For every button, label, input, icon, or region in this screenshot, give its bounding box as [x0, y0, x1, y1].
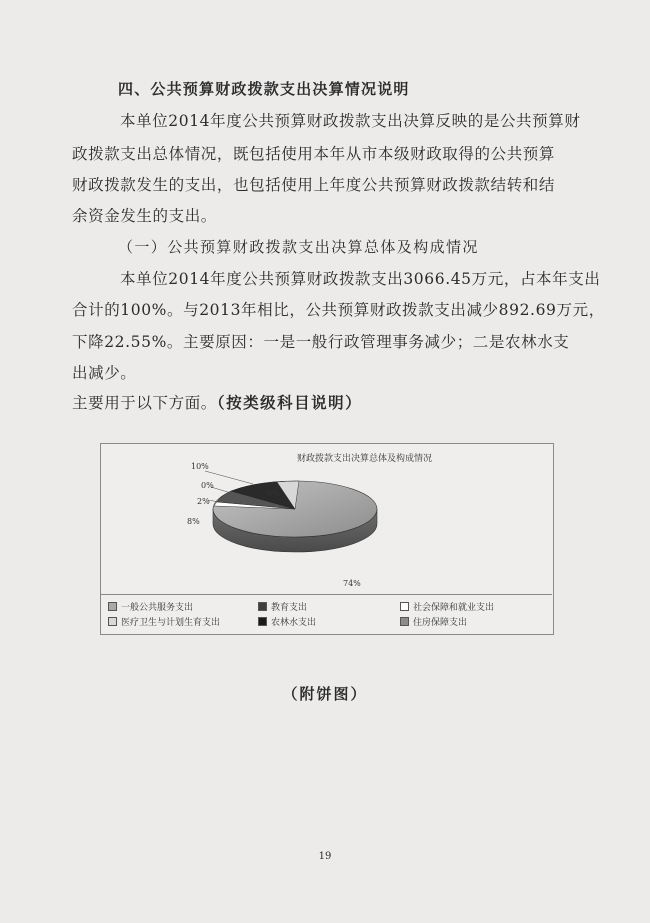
legend-swatch-1: [108, 602, 117, 611]
pie-svg: [101, 444, 553, 596]
chart-title: 财政拨款支出决算总体及构成情况: [297, 454, 433, 464]
para1-line4: 余资金发生的支出。: [72, 207, 217, 225]
para1-line2: 政拨款支出总体情况，既包括使用本年从市本级财政取得的公共预算: [72, 145, 556, 163]
label-0: 0%: [201, 481, 214, 490]
legend-item-1: 一般公共服务支出: [108, 600, 193, 613]
label-10: 10%: [191, 462, 209, 471]
legend-swatch-2: [258, 602, 267, 611]
legend-swatch-3: [400, 602, 409, 611]
legend-item-2: 教育支出: [258, 600, 307, 613]
label-74: 74%: [343, 579, 361, 588]
legend-swatch-6: [400, 617, 409, 626]
para1-line3: 财政拨款发生的支出，也包括使用上年度公共预算财政拨款结转和结: [72, 176, 556, 194]
legend-item-5: 农林水支出: [258, 615, 316, 628]
legend-item-6: 住房保障支出: [400, 615, 467, 628]
para2-line3: 下降22.55%。主要原因：一是一般行政管理事务减少；二是农林水支: [72, 333, 570, 351]
legend-swatch-5: [258, 617, 267, 626]
section-heading: 四、公共预算财政拨款支出决算情况说明: [118, 80, 410, 98]
pie-chart: [100, 443, 554, 635]
subsection-heading: （一）公共预算财政拨款支出决算总体及构成情况: [118, 238, 479, 256]
leader-0: [211, 487, 231, 493]
para2-line2: 合计的100%。与2013年相比，公共预算财政拨款支出减少892.69万元，: [72, 301, 605, 319]
label-8: 8%: [187, 517, 200, 526]
para3-note: （按类级科目说明）: [216, 393, 363, 412]
para1-line1: 本单位2014年度公共预算财政拨款支出决算反映的是公共预算财: [120, 112, 581, 130]
page-number: 19: [318, 851, 332, 862]
label-2: 2%: [197, 497, 210, 506]
legend-swatch-4: [108, 617, 117, 626]
para2-line4: 出减少。: [72, 364, 137, 382]
legend-item-3: 社会保障和就业支出: [400, 600, 494, 613]
chart-legend: [100, 594, 552, 633]
para3-main: 主要用于以下方面。: [72, 394, 217, 412]
label-6: 6%: [267, 489, 280, 498]
para3-line: [72, 391, 362, 413]
para2-line1: 本单位2014年度公共预算财政拨款支出3066.45万元，占本年支出: [120, 270, 601, 288]
legend-item-4: 医疗卫生与计划生育支出: [108, 615, 220, 628]
chart-caption: （附饼图）: [282, 685, 368, 703]
